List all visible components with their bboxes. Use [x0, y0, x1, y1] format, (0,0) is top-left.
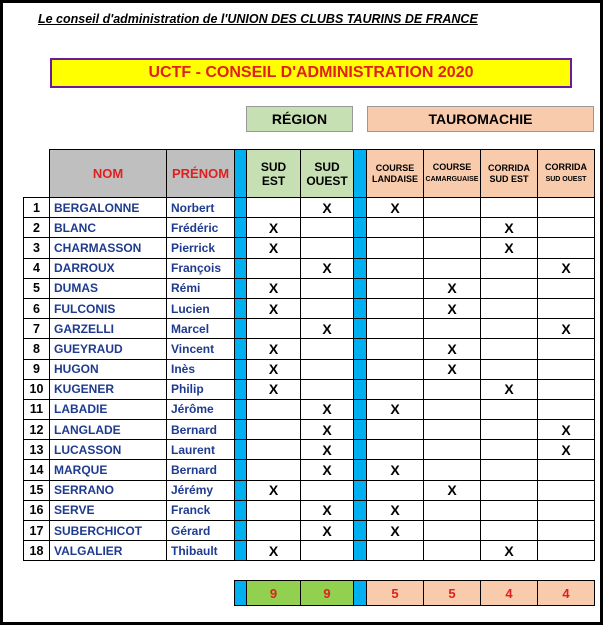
region-cell: X [301, 258, 354, 278]
tauromachie-cell [538, 238, 595, 258]
row-number: 1 [24, 198, 50, 218]
tauromachie-cell [538, 278, 595, 298]
region-cell [301, 339, 354, 359]
table-row [24, 480, 595, 500]
tauromachie-cell [481, 500, 538, 520]
tauromachie-cell [481, 198, 538, 218]
column-header-sud-ouest: SUD OUEST [301, 150, 354, 198]
row-number: 16 [24, 500, 50, 520]
region-cell [301, 298, 354, 318]
total-course-camarguaise: 5 [424, 581, 481, 606]
tauromachie-group-header: TAUROMACHIE [367, 106, 594, 132]
column-header-corrida-sud-ouest: CORRIDA SUD OUEST [538, 150, 595, 198]
member-prenom: Bernard [167, 420, 235, 440]
region-cell [247, 198, 301, 218]
table-row [24, 238, 595, 258]
row-separator [235, 420, 247, 440]
member-nom: BLANC [50, 218, 167, 238]
region-cell: X [247, 541, 301, 561]
table-row [24, 420, 595, 440]
region-cell: X [247, 339, 301, 359]
row-separator [235, 339, 247, 359]
region-cell [247, 420, 301, 440]
member-nom: KUGENER [50, 379, 167, 399]
region-cell: X [301, 420, 354, 440]
tauromachie-cell [538, 460, 595, 480]
row-separator [235, 399, 247, 419]
row-separator [354, 319, 367, 339]
tauromachie-cell: X [367, 399, 424, 419]
tauromachie-cell: X [424, 339, 481, 359]
tauromachie-cell [538, 500, 595, 520]
member-nom: GUEYRAUD [50, 339, 167, 359]
totals-separator [235, 581, 247, 606]
tauromachie-cell: X [481, 379, 538, 399]
tauromachie-cell: X [424, 298, 481, 318]
region-cell [247, 440, 301, 460]
member-prenom: Norbert [167, 198, 235, 218]
tauromachie-cell [424, 238, 481, 258]
tauromachie-cell [424, 319, 481, 339]
header-blank [24, 150, 50, 198]
total-corrida-sud-ouest: 4 [538, 581, 595, 606]
row-separator [354, 541, 367, 561]
members-table [23, 149, 595, 561]
tauromachie-cell [367, 319, 424, 339]
tauromachie-cell [481, 339, 538, 359]
tauromachie-cell [481, 420, 538, 440]
totals-row [234, 580, 595, 606]
column-header-course-camarguaise: COURSE CAMARGUAISE [424, 150, 481, 198]
row-separator [235, 521, 247, 541]
tauromachie-cell [538, 399, 595, 419]
row-number: 2 [24, 218, 50, 238]
title-banner: UCTF - CONSEIL D'ADMINISTRATION 2020 [50, 58, 572, 88]
region-cell: X [247, 359, 301, 379]
tauromachie-cell [367, 238, 424, 258]
region-cell: X [247, 480, 301, 500]
tauromachie-cell [367, 298, 424, 318]
region-cell: X [301, 319, 354, 339]
table-row [24, 278, 595, 298]
tauromachie-cell [481, 399, 538, 419]
row-separator [235, 198, 247, 218]
tauromachie-cell [538, 218, 595, 238]
member-prenom: Thibault [167, 541, 235, 561]
region-cell [247, 500, 301, 520]
row-separator [235, 298, 247, 318]
column-header-course-landaise: COURSE LANDAISE [367, 150, 424, 198]
tauromachie-cell [367, 359, 424, 379]
tauromachie-cell [538, 339, 595, 359]
row-separator [235, 218, 247, 238]
row-separator [354, 278, 367, 298]
member-prenom: Pierrick [167, 238, 235, 258]
tauromachie-cell: X [538, 258, 595, 278]
region-group-header: RÉGION [246, 106, 353, 132]
total-sud-est: 9 [247, 581, 301, 606]
row-number: 6 [24, 298, 50, 318]
row-number: 12 [24, 420, 50, 440]
member-prenom: Jérémy [167, 480, 235, 500]
tauromachie-cell [481, 440, 538, 460]
row-separator [235, 480, 247, 500]
tauromachie-cell [424, 420, 481, 440]
table-row [24, 339, 595, 359]
tauromachie-cell: X [481, 218, 538, 238]
tauromachie-cell [538, 541, 595, 561]
row-separator [235, 379, 247, 399]
row-separator [354, 359, 367, 379]
tauromachie-cell [367, 379, 424, 399]
region-cell: X [301, 399, 354, 419]
member-nom: SERVE [50, 500, 167, 520]
region-cell [301, 238, 354, 258]
member-prenom: Jérôme [167, 399, 235, 419]
member-nom: HUGON [50, 359, 167, 379]
table-row [24, 198, 595, 218]
member-nom: BERGALONNE [50, 198, 167, 218]
table-row [24, 298, 595, 318]
region-cell: X [247, 278, 301, 298]
row-number: 11 [24, 399, 50, 419]
tauromachie-cell [424, 198, 481, 218]
tauromachie-cell [367, 339, 424, 359]
row-number: 7 [24, 319, 50, 339]
row-number: 18 [24, 541, 50, 561]
region-cell [301, 278, 354, 298]
tauromachie-cell [424, 460, 481, 480]
region-cell [301, 359, 354, 379]
column-header-nom: NOM [50, 150, 167, 198]
table-row [24, 541, 595, 561]
row-separator [235, 541, 247, 561]
total-sud-ouest: 9 [301, 581, 354, 606]
tauromachie-cell [424, 521, 481, 541]
total-course-landaise: 5 [367, 581, 424, 606]
column-separator [235, 150, 247, 198]
row-separator [235, 278, 247, 298]
column-header-sud-est: SUD EST [247, 150, 301, 198]
tauromachie-cell [367, 218, 424, 238]
member-prenom: Marcel [167, 319, 235, 339]
row-separator [235, 500, 247, 520]
row-number: 10 [24, 379, 50, 399]
column-separator [354, 150, 367, 198]
member-nom: LUCASSON [50, 440, 167, 460]
tauromachie-cell [481, 521, 538, 541]
tauromachie-cell: X [538, 440, 595, 460]
tauromachie-cell: X [367, 198, 424, 218]
region-cell: X [301, 521, 354, 541]
table-row [24, 319, 595, 339]
tauromachie-cell [538, 379, 595, 399]
member-nom: VALGALIER [50, 541, 167, 561]
region-cell [247, 319, 301, 339]
members-table-body [24, 198, 595, 561]
tauromachie-cell [481, 460, 538, 480]
table-row [24, 521, 595, 541]
member-prenom: François [167, 258, 235, 278]
table-row [24, 399, 595, 419]
member-nom: DUMAS [50, 278, 167, 298]
tauromachie-cell [538, 359, 595, 379]
member-nom: CHARMASSON [50, 238, 167, 258]
member-nom: SERRANO [50, 480, 167, 500]
row-separator [354, 339, 367, 359]
row-separator [354, 298, 367, 318]
member-prenom: Inès [167, 359, 235, 379]
row-number: 15 [24, 480, 50, 500]
member-prenom: Vincent [167, 339, 235, 359]
member-nom: DARROUX [50, 258, 167, 278]
tauromachie-cell [424, 258, 481, 278]
row-separator [354, 440, 367, 460]
member-prenom: Franck [167, 500, 235, 520]
tauromachie-cell: X [424, 278, 481, 298]
region-cell: X [301, 460, 354, 480]
row-separator [354, 258, 367, 278]
region-cell [301, 480, 354, 500]
row-separator [354, 480, 367, 500]
member-prenom: Lucien [167, 298, 235, 318]
row-number: 4 [24, 258, 50, 278]
row-separator [354, 399, 367, 419]
row-separator [235, 238, 247, 258]
row-number: 9 [24, 359, 50, 379]
member-nom: SUBERCHICOT [50, 521, 167, 541]
member-prenom: Frédéric [167, 218, 235, 238]
region-cell: X [247, 218, 301, 238]
tauromachie-cell: X [367, 500, 424, 520]
region-cell: X [301, 198, 354, 218]
row-separator [235, 258, 247, 278]
row-separator [354, 420, 367, 440]
row-number: 17 [24, 521, 50, 541]
tauromachie-cell [424, 399, 481, 419]
tauromachie-cell: X [481, 238, 538, 258]
row-separator [354, 198, 367, 218]
table-row [24, 460, 595, 480]
tauromachie-cell [367, 480, 424, 500]
tauromachie-cell [481, 278, 538, 298]
member-nom: FULCONIS [50, 298, 167, 318]
row-number: 3 [24, 238, 50, 258]
tauromachie-cell: X [481, 541, 538, 561]
tauromachie-cell: X [424, 480, 481, 500]
tauromachie-cell [538, 521, 595, 541]
region-cell: X [301, 440, 354, 460]
tauromachie-cell [481, 480, 538, 500]
tauromachie-cell [481, 298, 538, 318]
table-row [24, 218, 595, 238]
tauromachie-cell [424, 500, 481, 520]
table-row [24, 500, 595, 520]
region-cell [247, 460, 301, 480]
totals-separator [354, 581, 367, 606]
table-row [24, 258, 595, 278]
row-separator [235, 319, 247, 339]
row-separator [354, 500, 367, 520]
region-cell [247, 258, 301, 278]
row-separator [354, 521, 367, 541]
tauromachie-cell: X [367, 521, 424, 541]
member-nom: GARZELLI [50, 319, 167, 339]
tauromachie-cell [481, 359, 538, 379]
tauromachie-cell: X [367, 460, 424, 480]
row-separator [354, 238, 367, 258]
tauromachie-cell: X [424, 359, 481, 379]
member-prenom: Rémi [167, 278, 235, 298]
row-separator [235, 440, 247, 460]
tauromachie-cell [367, 440, 424, 460]
region-cell [301, 379, 354, 399]
member-prenom: Laurent [167, 440, 235, 460]
tauromachie-cell [538, 480, 595, 500]
region-cell [301, 218, 354, 238]
region-cell [247, 521, 301, 541]
tauromachie-cell [367, 541, 424, 561]
tauromachie-cell [367, 258, 424, 278]
tauromachie-cell [424, 218, 481, 238]
tauromachie-cell [367, 278, 424, 298]
tauromachie-cell: X [538, 319, 595, 339]
member-nom: LABADIE [50, 399, 167, 419]
tauromachie-cell [424, 379, 481, 399]
tauromachie-cell [424, 440, 481, 460]
member-prenom: Bernard [167, 460, 235, 480]
row-separator [354, 218, 367, 238]
table-row [24, 359, 595, 379]
row-separator [235, 460, 247, 480]
region-cell: X [247, 379, 301, 399]
tauromachie-cell: X [538, 420, 595, 440]
region-cell: X [247, 238, 301, 258]
member-prenom: Gérard [167, 521, 235, 541]
row-number: 14 [24, 460, 50, 480]
tauromachie-cell [367, 420, 424, 440]
column-header-prenom: PRÉNOM [167, 150, 235, 198]
row-number: 8 [24, 339, 50, 359]
row-number: 13 [24, 440, 50, 460]
tauromachie-cell [538, 298, 595, 318]
member-prenom: Philip [167, 379, 235, 399]
member-nom: MARQUE [50, 460, 167, 480]
tauromachie-cell [538, 198, 595, 218]
region-cell: X [301, 500, 354, 520]
total-corrida-sud-est: 4 [481, 581, 538, 606]
table-row [24, 379, 595, 399]
tauromachie-cell [424, 541, 481, 561]
tauromachie-cell [481, 319, 538, 339]
table-row [24, 440, 595, 460]
document-heading: Le conseil d'administration de l'UNION DES CLUBS TAURINS DE FRANCE [38, 12, 478, 26]
member-nom: LANGLADE [50, 420, 167, 440]
row-separator [354, 379, 367, 399]
row-number: 5 [24, 278, 50, 298]
region-cell [301, 541, 354, 561]
row-separator [235, 359, 247, 379]
column-header-corrida-sud-est: CORRIDA SUD EST [481, 150, 538, 198]
region-cell: X [247, 298, 301, 318]
tauromachie-cell [481, 258, 538, 278]
column-header-row [24, 150, 595, 198]
region-cell [247, 399, 301, 419]
row-separator [354, 460, 367, 480]
